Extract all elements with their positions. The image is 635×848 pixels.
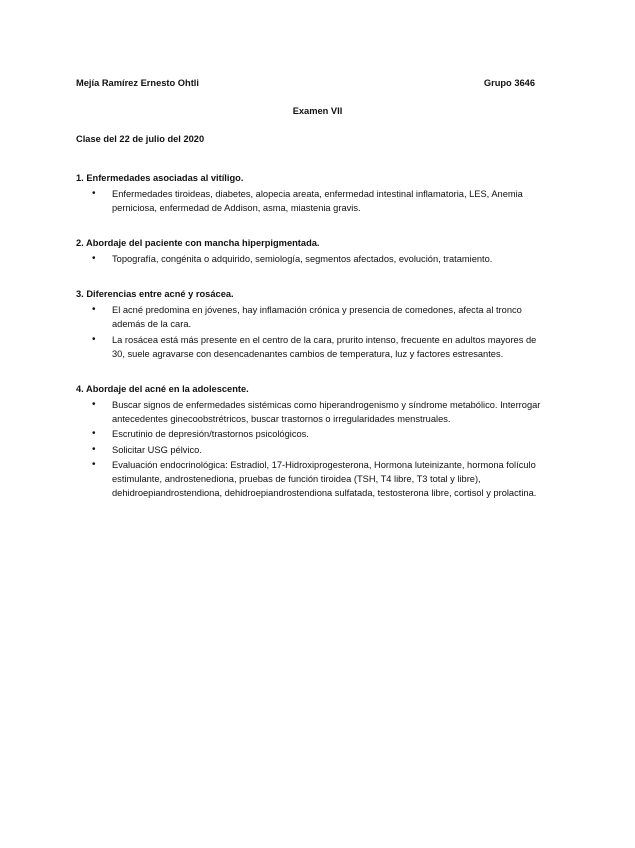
section-title: 2. Abordaje del paciente con mancha hiperpigmentada. (76, 238, 320, 248)
section-title: 4. Abordaje del acné en la adolescente. (76, 383, 249, 394)
bullet-item: • Escrutinio de depresión/trastornos psicológicos. (76, 427, 551, 441)
section-acne-vs-rosacea (76, 287, 551, 361)
question-sections (76, 171, 551, 521)
exam-title: Examen VII (292, 106, 343, 116)
bullet-item: • La rosácea está más presente en el centro de la cara, prurito intenso, frecuente en adultos mayores de 30, suele agravarse con desencadenantes cambios de temperatura, luz y factores estresantes. (76, 333, 551, 361)
bullet-item: • Solicitar USG pélvico. (76, 443, 551, 457)
bullet-item: • Topografía, congénita o adquirido, semiología, segmentos afectados, evolución, tratamiento. (76, 252, 551, 266)
group-number: Grupo 3646 (483, 78, 535, 88)
section-title: 3. Diferencias entre acné y rosácea. (76, 289, 234, 299)
author-name: Mejía Ramírez Ernesto Ohtli (76, 78, 199, 88)
bullet-item: • Buscar signos de enfermedades sistémicas como hiperandrogenismo y síndrome metabólico. Interrogar antecedentes ginecoobstrétricos, buscar trastornos o irregularidades menstruales. (76, 398, 551, 426)
section-vitiligo (76, 171, 551, 215)
class-date: Clase del 22 de julio del 2020 (76, 134, 205, 144)
bullet-list (76, 187, 551, 215)
document-header (76, 76, 535, 90)
bullet-list (76, 252, 551, 266)
section-hyperpigmented-spot (76, 236, 551, 266)
bullet-item: • Evaluación endocrinológica: Estradiol, 17-Hidroxiprogesterona, Hormona luteinizante, hormona folículo estimulante, androstenediona, pruebas de función tiroidea (TSH, T4 libre, T3 total y libre), dehidroepiandrostendiona, dehidroepiandrostendiona sulfatada, testosterona libre, cortisol y prolactina. (76, 458, 551, 500)
section-title: 1. Enfermedades asociadas al vitíligo. (76, 173, 244, 183)
bullet-item: • Enfermedades tiroideas, diabetes, alopecia areata, enfermedad intestinal inflamatoria, LES, Anemia perniciosa, enfermedad de Addison, asma, miastenia gravis. (76, 187, 551, 215)
bullet-list (76, 398, 551, 501)
bullet-list (76, 303, 551, 361)
bullet-item: • El acné predomina en jóvenes, hay inflamación crónica y presencia de comedones, afecta al tronco además de la cara. (76, 303, 551, 331)
section-adolescent-acne (76, 382, 551, 501)
